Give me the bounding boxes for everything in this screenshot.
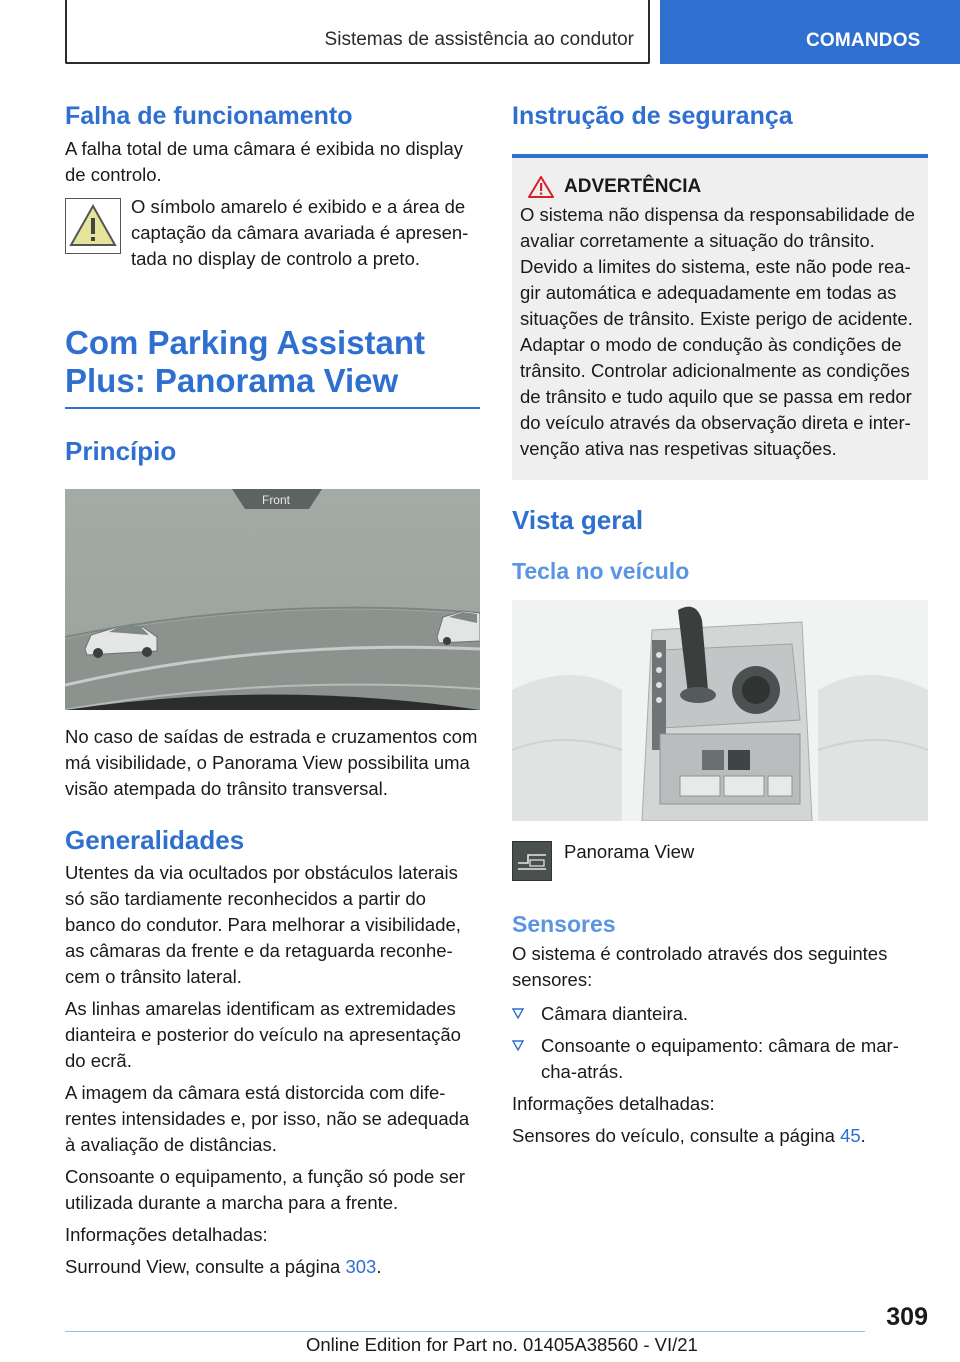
- sensors-info: Informações detalhadas:: [512, 1093, 715, 1114]
- fault-text: A falha total de uma câmara é exibida no display de controlo.: [65, 138, 463, 185]
- center-console-image: [512, 600, 928, 821]
- sensors-text: O sistema é controlado através dos seguintes sensores:: [512, 943, 888, 990]
- main-heading: Com Parking Assistant Plus: Panorama View: [65, 324, 480, 409]
- panorama-view-button-icon: [512, 841, 552, 881]
- general-paragraph-1: Utentes da via ocultados por obstáculos laterais só são tardiamente reconhecidos a partir do banco do condutor. Para melhorar a visibilidade, as câmaras da frente e da retaguarda reconhecem o trânsito lateral.: [65, 862, 461, 987]
- sensors-list: [512, 1001, 928, 1085]
- panorama-view-key-row: [512, 841, 928, 881]
- key-heading: Tecla no veículo: [512, 558, 690, 584]
- general-heading: Generalidades: [65, 825, 245, 855]
- warning-triangle-icon: [528, 176, 554, 198]
- left-column: [65, 100, 480, 1280]
- list-item: Câmara dianteira.: [512, 1001, 928, 1027]
- general-paragraph-5: Informações detalhadas:: [65, 1224, 268, 1245]
- fault-icon-row: [65, 198, 480, 272]
- sensors-reference: Sensores do veículo, consulte a página 45.: [512, 1125, 866, 1146]
- right-column: [512, 100, 928, 1149]
- warning-title: ADVERTÊNCIA: [564, 176, 702, 197]
- principle-heading: Princípio: [65, 436, 177, 466]
- fault-heading: Falha de funcionamento: [65, 102, 353, 130]
- list-item: Consoante o equipamento: câmara de marcha-atrás.: [512, 1033, 928, 1085]
- header-frame: [65, 0, 650, 64]
- page-link-303[interactable]: 303: [345, 1256, 377, 1277]
- general-paragraph-3: A imagem da câmara está distorcida com diferentes intensidades e, por isso, não se adequada à avaliação de distâncias.: [65, 1082, 470, 1155]
- edition-note: Online Edition for Part no. 01405A38560 - VI/21: [306, 1334, 698, 1355]
- panorama-view-image: [65, 489, 480, 710]
- fault-icon-text: O símbolo amarelo é exibido e a área de captação da câmara avariada é apresentada no display de controlo a preto.: [131, 196, 469, 269]
- general-paragraph-4: Consoante o equipamento, a função só pode ser utilizada durante a marcha para a frente.: [65, 1166, 466, 1213]
- surround-view-reference: Surround View, consulte a página 303.: [65, 1256, 382, 1277]
- warning-text: O sistema não dispensa da responsabilidade de avaliar corretamente a situação do trânsito. Devido a limites do sistema, este não pode reagir automática e adequadamente em todas as situações de trânsito. Existe perigo de acidente. Adaptar o modo de condução às condições de trânsito. Controlar adicionalmente as condições de trânsito e tudo aquilo que se passa em redor do veículo através da observação direta e intervenção ativa nas respetivas situações.: [520, 204, 915, 459]
- principle-text: No caso de saídas de estrada e cruzamentos com má visibilidade, o Panorama View possibilita uma visão atempada do trânsito transversal.: [65, 726, 478, 799]
- general-paragraph-2: As linhas amarelas identificam as extremidades dianteira e posterior do veículo na apresentação do ecrã.: [65, 998, 461, 1071]
- front-label: Front: [261, 493, 291, 507]
- yellow-warning-triangle-icon: [65, 198, 121, 254]
- safety-heading: Instrução de segurança: [512, 102, 793, 130]
- bullet-triangle-icon: [512, 1007, 524, 1019]
- sensors-heading: Sensores: [512, 911, 616, 937]
- warning-title-row: [528, 176, 920, 198]
- page-number: 309: [886, 1303, 928, 1331]
- chapter-tab: COMANDOS: [660, 0, 960, 64]
- bullet-triangle-icon: [512, 1039, 524, 1051]
- overview-heading: Vista geral: [512, 505, 644, 535]
- section-title: Sistemas de assistência ao condutor: [324, 29, 634, 50]
- warning-box: [512, 154, 928, 480]
- panorama-view-label: Panorama View: [564, 841, 695, 862]
- footer-divider: [65, 1331, 865, 1332]
- page-link-45[interactable]: 45: [840, 1125, 861, 1146]
